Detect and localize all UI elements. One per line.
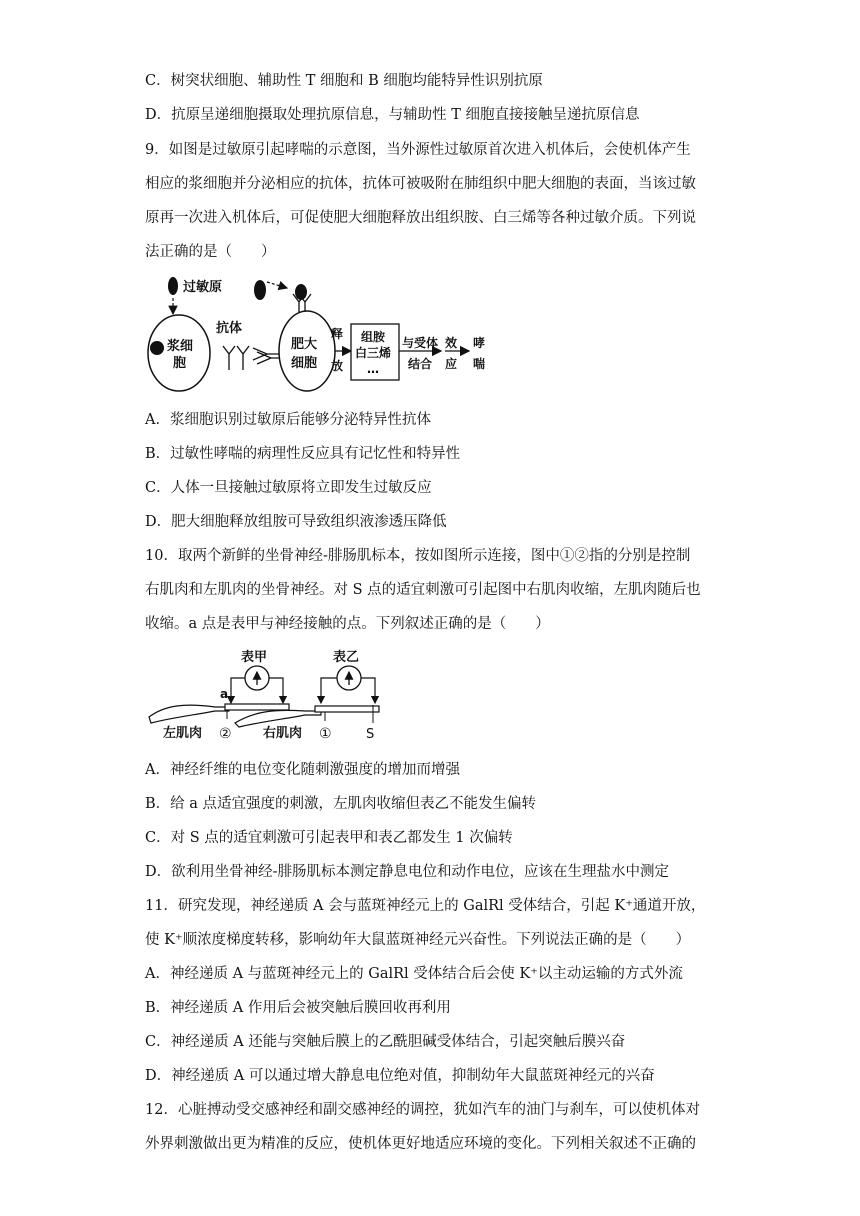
plasma-cell-label: 胞 bbox=[173, 356, 187, 371]
q10-stem-line: 右肌肉和左肌肉的坐骨神经。对 S 点的适宜刺激可引起图中右肌肉收缩，左肌肉随后也 bbox=[145, 582, 701, 598]
q10-stem-line: 收缩。a 点是表甲与神经接触的点。下列叙述正确的是（ ） bbox=[145, 616, 550, 632]
allergy-asthma-diagram bbox=[145, 270, 495, 400]
q12-stem-line: 外界刺激做出更为精准的反应，使机体更好地适应环境的变化。下列相关叙述不正确的 bbox=[145, 1136, 696, 1152]
release-label: 释 bbox=[331, 327, 344, 341]
antibody-icon bbox=[237, 346, 249, 370]
q11-stem-line: 11．研究发现，神经递质 A 会与蓝斑神经元上的 GalRl 受体结合，引起 K⁺通道开放， bbox=[145, 898, 706, 914]
q9-option: A．浆细胞识别过敏原后能够分泌特异性抗体 bbox=[145, 412, 431, 428]
mast-cell-label: 肥大 bbox=[291, 337, 318, 352]
q9-stem-line: 相应的浆细胞并分泌相应的抗体，抗体可被吸附在肺组织中肥大细胞的表面，当该过敏 bbox=[145, 176, 696, 192]
q9-stem-line: 原再一次进入机体后，可促使肥大细胞释放出组织胺、白三烯等各种过敏介质。下列说 bbox=[145, 210, 696, 226]
bind-receptor-label: 与受体 bbox=[402, 336, 439, 350]
q10-option: C．对 S 点的适宜刺激可引起表甲和表乙都发生 1 次偏转 bbox=[145, 830, 513, 846]
q8-option-d: D．抗原呈递细胞摄取处理抗原信息，与辅助性 T 细胞直接接触呈递抗原信息 bbox=[145, 107, 640, 123]
plasma-cell-label: 浆细 bbox=[167, 339, 194, 354]
left-muscle-label: 左肌肉 bbox=[163, 726, 203, 741]
nerve-2-label: ② bbox=[219, 726, 232, 742]
effect-label: 效 bbox=[445, 336, 458, 350]
q10-stem-line: 10．取两个新鲜的坐骨神经-腓肠肌标本，按如图所示连接，图中①②指的分别是控制 bbox=[145, 548, 691, 564]
nerve-muscle-diagram bbox=[145, 645, 385, 745]
asthma-label: 喘 bbox=[473, 357, 486, 371]
q11-option: D．神经递质 A 可以通过增大静息电位绝对值，抑制幼年大鼠蓝斑神经元的兴奋 bbox=[145, 1068, 655, 1084]
release-label: 放 bbox=[331, 359, 344, 373]
point-s-label: S bbox=[366, 727, 375, 742]
mediator-label: … bbox=[367, 362, 379, 376]
allergen-label: 过敏原 bbox=[183, 280, 223, 295]
allergen-icon bbox=[254, 280, 266, 300]
meter-a-label: 表甲 bbox=[241, 650, 268, 665]
effect-label: 应 bbox=[445, 357, 458, 371]
q10-option: D．欲利用坐骨神经-腓肠肌标本测定静息电位和动作电位，应该在生理盐水中测定 bbox=[145, 864, 670, 880]
q11-option: A．神经递质 A 与蓝斑神经元上的 GalRl 受体结合后会使 K⁺以主动运输的方式外流 bbox=[145, 966, 683, 982]
q9-option: B．过敏性哮喘的病理性反应具有记忆性和特异性 bbox=[145, 446, 461, 462]
q10-option: B．给 a 点适宜强度的刺激，左肌肉收缩但表乙不能发生偏转 bbox=[145, 796, 537, 812]
asthma-label: 哮 bbox=[473, 336, 486, 350]
nerve-1 bbox=[315, 706, 379, 712]
point-a-label: a bbox=[220, 687, 229, 701]
left-muscle bbox=[149, 705, 229, 723]
allergen-icon bbox=[168, 277, 178, 295]
q9-stem-line: 法正确的是（ ） bbox=[145, 244, 276, 260]
q9-option: C．人体一旦接触过敏原将立即发生过敏反应 bbox=[145, 480, 432, 496]
antibody-label: 抗体 bbox=[216, 321, 243, 336]
antibody-icon bbox=[223, 346, 235, 370]
nerve-1-label: ① bbox=[319, 726, 332, 742]
bind-receptor-label: 结合 bbox=[408, 357, 433, 371]
mediator-label: 白三烯 bbox=[355, 346, 392, 360]
q8-option-c: C．树突状细胞、辅助性 T 细胞和 B 细胞均能特异性识别抗原 bbox=[145, 73, 543, 89]
q11-option: B．神经递质 A 作用后会被突触后膜回收再利用 bbox=[145, 1000, 451, 1016]
right-muscle bbox=[235, 710, 321, 727]
right-muscle-label: 右肌肉 bbox=[263, 726, 303, 741]
mediator-label: 组胺 bbox=[361, 330, 386, 344]
meter-b-label: 表乙 bbox=[333, 650, 360, 665]
q12-stem-line: 12．心脏搏动受交感神经和副交感神经的调控，犹如汽车的油门与刹车，可以使机体对 bbox=[145, 1102, 700, 1118]
q11-option: C．神经递质 A 还能与突触后膜上的乙酰胆碱受体结合，引起突触后膜兴奋 bbox=[145, 1034, 626, 1050]
q10-option: A．神经纤维的电位变化随刺激强度的增加而增强 bbox=[145, 762, 460, 778]
plasma-cell-nucleus bbox=[150, 341, 164, 355]
q9-stem-line: 9．如图是过敏原引起哮喘的示意图，当外源性过敏原首次进入机体后，会使机体产生 bbox=[145, 142, 691, 158]
q11-stem-line: 使 K⁺顺浓度梯度转移，影响幼年大鼠蓝斑神经元兴奋性。下列说法正确的是（ ） bbox=[145, 932, 691, 948]
q9-option: D．肥大细胞释放组胺可导致组织液渗透压降低 bbox=[145, 514, 447, 530]
nerve-2 bbox=[225, 704, 289, 710]
mast-cell-label: 细胞 bbox=[291, 356, 318, 371]
